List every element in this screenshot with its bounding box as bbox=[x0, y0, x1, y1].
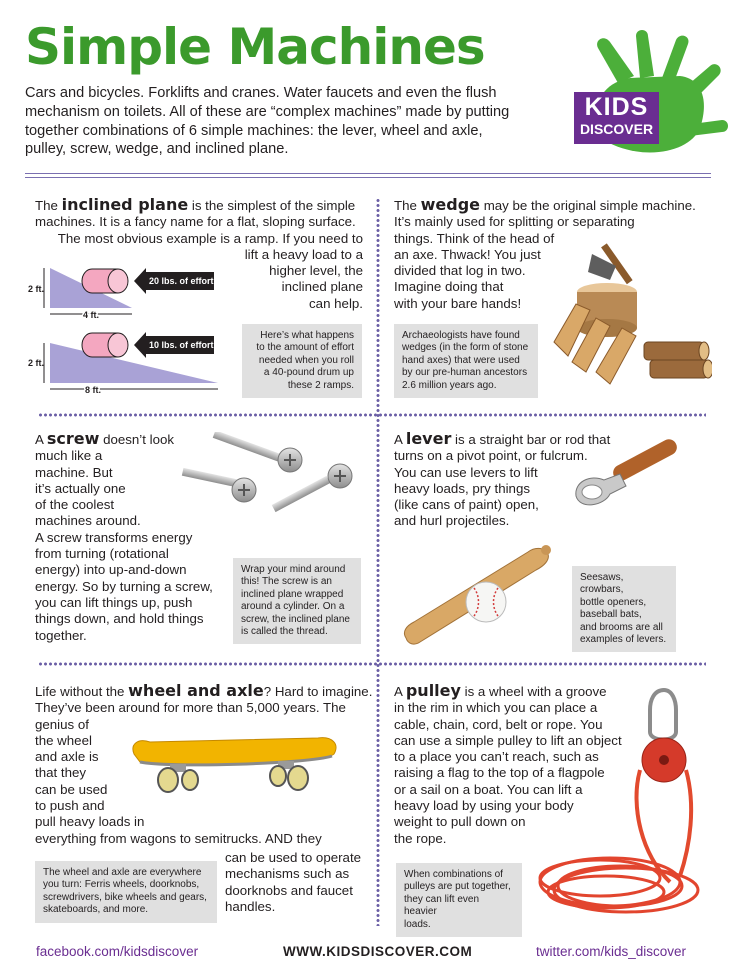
header-divider bbox=[25, 177, 711, 178]
text-line: and hurl projectiles. bbox=[394, 513, 510, 529]
bottle-opener-icon bbox=[570, 434, 690, 514]
text-line: can use a simple pulley to lift an object bbox=[394, 732, 622, 748]
text-line: higher level, the bbox=[269, 263, 363, 279]
note-line: Archaeologists have found bbox=[402, 330, 520, 341]
text-line: machines around. bbox=[35, 513, 141, 529]
text-span: Life without the bbox=[35, 684, 129, 699]
text-line: raising a flag to the top of a flagpole bbox=[394, 765, 605, 781]
text-line: that they bbox=[35, 765, 87, 781]
text-line: and axle is bbox=[35, 749, 99, 765]
note-line: inclined plane wrapped bbox=[241, 588, 344, 600]
lever-note bbox=[572, 566, 676, 652]
note-line: 2.6 million years ago. bbox=[402, 379, 497, 391]
axe-and-log-icon bbox=[552, 232, 712, 392]
text-line: to push and bbox=[35, 798, 105, 814]
note-line: bottle openers, bbox=[580, 596, 647, 608]
term-heading: inclined plane bbox=[61, 195, 189, 214]
text-line: mechanisms such as bbox=[225, 866, 350, 882]
text-line: you can lift things up, push bbox=[35, 594, 193, 610]
intro-line: pulley, screw, wedge, and inclined plane. bbox=[25, 141, 289, 158]
text-line: handles. bbox=[225, 898, 276, 914]
text-span: ? Hard to imagine. bbox=[263, 684, 373, 699]
text-line: You can use levers to lift bbox=[394, 464, 538, 480]
text-line: energy. So by turning a screw, bbox=[35, 578, 213, 594]
text-line: genius of bbox=[35, 716, 89, 732]
text-span: is a wheel with a groove bbox=[460, 684, 607, 699]
intro-line: mechanism on toilets. All of these are “complex machines” made by putting bbox=[25, 103, 510, 120]
note-line: When combinations of bbox=[404, 869, 503, 880]
text-span: is the simplest of the simple bbox=[188, 198, 356, 213]
pulley-note bbox=[396, 863, 522, 937]
wheel-and-axle-text-cont bbox=[225, 850, 375, 915]
note-line: Here’s what happens bbox=[260, 330, 354, 341]
text-line: heavy load by using your body bbox=[394, 798, 574, 814]
text-line: in the rim in which you can place a bbox=[394, 700, 598, 716]
note-line: screwdrivers, bike wheels and gears, bbox=[43, 891, 207, 903]
text-line: divided that log in two. bbox=[394, 263, 526, 279]
note-line: is called the thread. bbox=[241, 626, 328, 638]
note-line: a 40-pound drum up bbox=[263, 367, 354, 379]
note-line: to the amount of effort bbox=[256, 342, 354, 354]
text-line: can be used to operate bbox=[225, 850, 362, 865]
text-span: doesn’t look bbox=[99, 432, 175, 447]
term-heading: wedge bbox=[420, 195, 480, 214]
note-line: Wrap your mind around bbox=[241, 564, 346, 575]
text-line: to a place you can’t reach, such as bbox=[394, 749, 599, 765]
screw-note bbox=[233, 558, 361, 644]
twitter-link[interactable]: twitter.com/kids_discover bbox=[536, 944, 687, 959]
text-line: doorknobs and faucet bbox=[225, 882, 353, 898]
drum-icon bbox=[82, 269, 128, 293]
term-heading: wheel and axle bbox=[128, 681, 264, 700]
text-line: energy) into up-and-down bbox=[35, 562, 187, 578]
kids-discover-logo[interactable] bbox=[574, 92, 659, 144]
wheel-and-axle-note bbox=[35, 861, 217, 923]
text-span: may be the original simple machine. bbox=[480, 198, 696, 213]
ramp1-height-label: 2 ft. bbox=[28, 284, 45, 294]
drum-icon bbox=[82, 333, 128, 357]
text-span: is a straight bar or rod that bbox=[451, 432, 611, 447]
note-line: this! The screw is an bbox=[241, 576, 332, 588]
text-line bbox=[35, 683, 375, 700]
text-line: The most obvious example is a ramp. If you need to bbox=[57, 230, 363, 246]
text-line: can help. bbox=[309, 295, 363, 311]
text-line: everything from wagons to semitrucks. AND they bbox=[35, 830, 322, 846]
term-heading: pulley bbox=[405, 681, 461, 700]
ramp2-height-label: 2 ft. bbox=[28, 358, 45, 368]
text-line: It’s mainly used for splitting or separating bbox=[394, 214, 635, 230]
facebook-link[interactable]: facebook.com/kidsdiscover bbox=[36, 944, 199, 959]
text-line: things down, and hold things bbox=[35, 611, 204, 627]
text-line: things. Think of the head of bbox=[394, 230, 555, 246]
wedge-note bbox=[394, 324, 538, 398]
ramps-diagram bbox=[28, 258, 228, 398]
text-line: weight to pull down on bbox=[394, 814, 526, 830]
text-line: cable, chain, cord, belt or rope. You bbox=[394, 716, 603, 732]
note-line: by our pre-human ancestors bbox=[402, 367, 528, 379]
text-line: the rope. bbox=[394, 830, 447, 846]
pulley-and-rope-icon bbox=[530, 686, 714, 920]
row-divider bbox=[38, 662, 706, 666]
intro-line: Cars and bicycles. Forklifts and cranes. Water faucets and even the flush bbox=[25, 85, 497, 101]
column-divider bbox=[376, 198, 380, 926]
note-line: hand axes) that were used bbox=[402, 354, 520, 366]
header-divider bbox=[25, 173, 711, 174]
text-line bbox=[35, 197, 363, 214]
text-line: it’s actually one bbox=[35, 480, 126, 496]
ramp1-effort-label: 20 lbs. of effort bbox=[149, 276, 214, 286]
inclined-plane-note bbox=[242, 324, 362, 398]
text-line bbox=[394, 197, 714, 214]
note-line: they can lift even heavier bbox=[404, 893, 480, 918]
note-line: examples of levers. bbox=[580, 634, 667, 646]
screws-icon bbox=[172, 432, 362, 524]
skateboard-icon bbox=[128, 734, 343, 804]
text-line: or a sail on a boat. You can lift a bbox=[394, 781, 583, 797]
note-line: these 2 ramps. bbox=[287, 379, 354, 391]
text-line: (like cans of paint) open, bbox=[394, 497, 539, 513]
note-line: Seesaws, crowbars, bbox=[580, 572, 624, 596]
text-span: The bbox=[35, 198, 62, 213]
note-line: The wheel and axle are everywhere bbox=[43, 867, 202, 878]
text-line: Imagine doing that bbox=[394, 279, 504, 295]
ramp1-length-label: 4 ft. bbox=[83, 310, 100, 320]
text-line: inclined plane bbox=[281, 279, 363, 295]
text-line: from turning (rotational bbox=[35, 546, 169, 562]
page-title: Simple Machines bbox=[25, 18, 485, 76]
note-line: screw, the inclined plane bbox=[241, 613, 350, 625]
text-line: machine. But bbox=[35, 464, 113, 480]
website-link[interactable]: WWW.KIDSDISCOVER.COM bbox=[283, 944, 473, 959]
note-line: baseball bats, bbox=[580, 609, 642, 621]
text-span: A bbox=[394, 684, 406, 699]
note-line: and brooms are all bbox=[580, 621, 663, 633]
text-line: pull heavy loads in bbox=[35, 814, 145, 830]
ramp2-length-label: 8 ft. bbox=[85, 385, 102, 395]
text-line: lift a heavy load to a bbox=[244, 246, 363, 262]
baseball-bat-and-ball-icon bbox=[398, 538, 558, 650]
text-span: A bbox=[394, 432, 406, 447]
text-line: with your bare hands! bbox=[394, 295, 522, 311]
term-heading: screw bbox=[46, 429, 100, 448]
text-line: an axe. Thwack! You just bbox=[394, 246, 541, 262]
intro-line: together combinations of 6 simple machines: the lever, wheel and axle, bbox=[25, 122, 483, 139]
note-line: wedges (in the form of stone bbox=[402, 342, 529, 354]
intro-paragraph bbox=[25, 84, 585, 159]
text-line: A screw transforms energy bbox=[35, 529, 193, 545]
text-line: together. bbox=[35, 627, 87, 643]
logo-text-discover: DISCOVER bbox=[579, 121, 654, 137]
text-line: can be used bbox=[35, 781, 108, 797]
text-line: much like a bbox=[35, 448, 103, 464]
text-line: They’ve been around for more than 5,000 years. The bbox=[35, 700, 346, 716]
note-line: pulleys are put together, bbox=[404, 881, 511, 893]
text-line: of the coolest bbox=[35, 497, 115, 513]
note-line: skateboards, and more. bbox=[43, 904, 149, 916]
text-line: heavy loads, pry things bbox=[394, 480, 531, 496]
ramp2-effort-label: 10 lbs. of effort bbox=[149, 340, 214, 350]
text-line: the wheel bbox=[35, 732, 92, 748]
note-line: loads. bbox=[404, 918, 431, 930]
text-span: The bbox=[394, 198, 421, 213]
logo-text-kids: KIDS bbox=[584, 93, 649, 121]
note-line: around a cylinder. On a bbox=[241, 601, 345, 613]
note-line: you turn: Ferris wheels, doorknobs, bbox=[43, 879, 200, 891]
text-line: machines. It is a fancy name for a flat, sloping surface. bbox=[35, 214, 356, 230]
text-span: A bbox=[35, 432, 47, 447]
note-line: needed when you roll bbox=[258, 354, 354, 366]
term-heading: lever bbox=[405, 429, 452, 448]
text-line: turns on a pivot point, or fulcrum. bbox=[394, 448, 588, 464]
row-divider bbox=[38, 413, 706, 417]
